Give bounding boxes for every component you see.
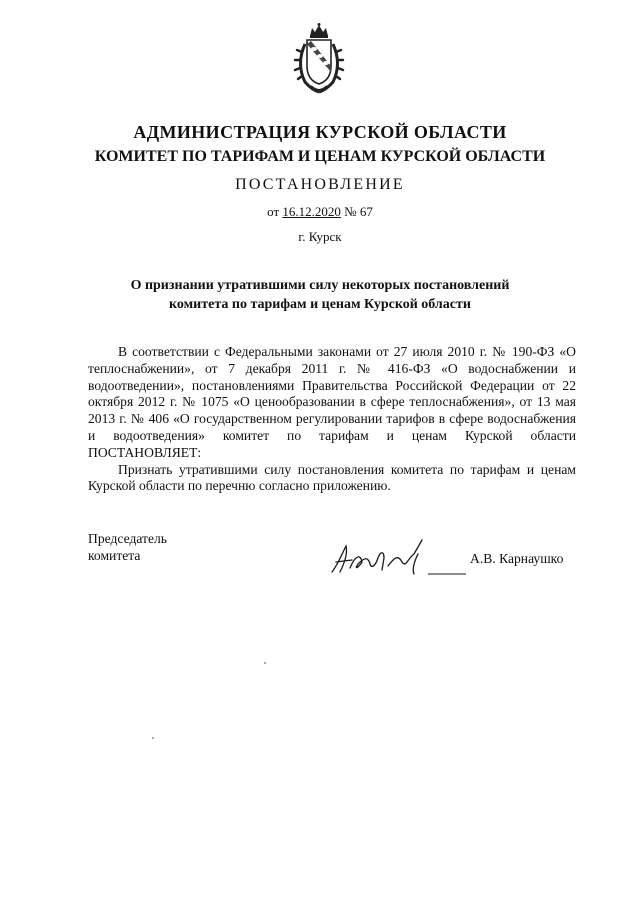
signatory-position-line-1: Председатель bbox=[88, 531, 167, 546]
document-number: № 67 bbox=[344, 204, 373, 219]
signer-name: А.В. Карнаушко bbox=[470, 551, 564, 566]
committee-title: КОМИТЕТ ПО ТАРИФАМ И ЦЕНАМ КУРСКОЙ ОБЛАСТИ bbox=[94, 148, 546, 165]
signatory-position-line-2: комитета bbox=[88, 548, 141, 563]
date-prefix: от bbox=[267, 204, 280, 219]
subject-line-2: комитета по тарифам и ценам Курской области bbox=[169, 297, 471, 312]
organization-title: АДМИНИСТРАЦИЯ КУРСКОЙ ОБЛАСТИ bbox=[133, 122, 507, 142]
scan-speck bbox=[264, 662, 266, 664]
preamble-paragraph: В соответствии с Федеральными законами от 27 июля 2010 г. № 190-ФЗ «О теплоснабжении», от 7 декабря 2011 г. № 416-ФЗ «О водоснабжении и водоотведении», постановлениями Правительства Российской Федерации от 22 октября 2012 г. № 1075 «О ценообразовании в сфере теплоснабжения», от 13 мая 2013 г. № 406 «О государственном регулировании тарифов в сфере водоснабжения и водоотведения» комитет по тарифам и ценам Курской области ПОСТАНОВЛЯЕТ: bbox=[88, 344, 576, 460]
document-type: ПОСТАНОВЛЕНИЕ bbox=[235, 176, 405, 193]
scan-speck bbox=[152, 737, 154, 739]
kursk-coat-of-arms-icon bbox=[291, 22, 347, 94]
resolution-paragraph: Признать утратившими силу постановления комитета по тарифам и ценам Курской области по перечню согласно приложению. bbox=[88, 461, 576, 494]
document-subject bbox=[100, 276, 540, 314]
document-date: 16.12.2020 bbox=[282, 204, 341, 219]
document-city: г. Курск bbox=[298, 229, 342, 244]
handwritten-signature bbox=[328, 534, 468, 582]
signatory-position bbox=[88, 530, 167, 564]
document-date-line bbox=[0, 204, 640, 220]
document-body bbox=[88, 344, 576, 495]
subject-line-1: О признании утратившими силу некоторых постановлений bbox=[130, 278, 510, 293]
